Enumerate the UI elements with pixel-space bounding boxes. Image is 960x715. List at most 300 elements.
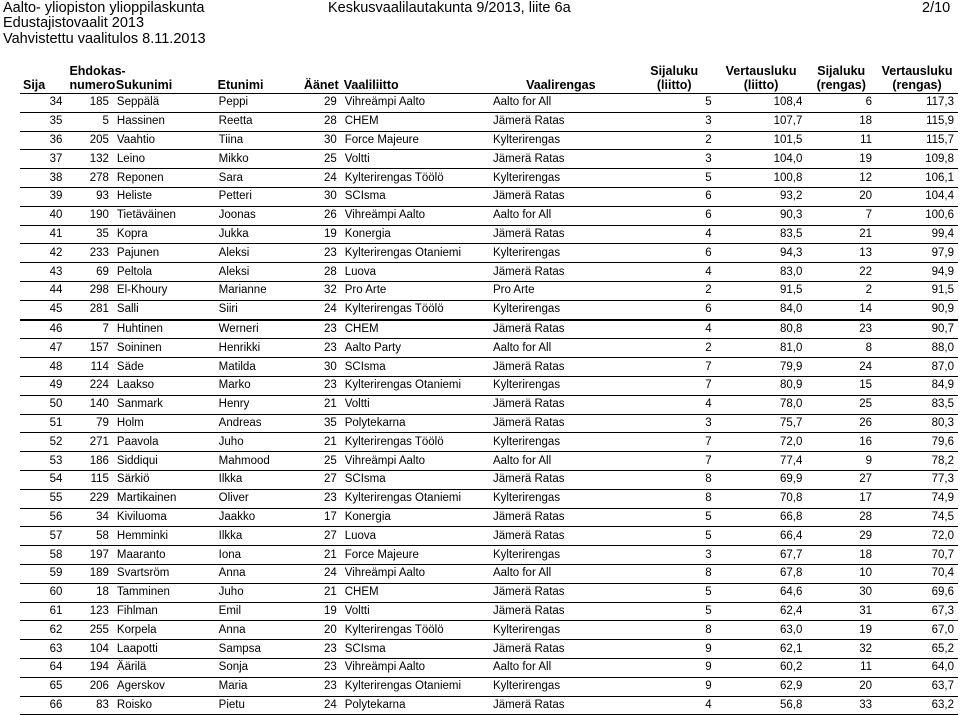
cell-sija: 50 <box>20 395 66 414</box>
cell-sija: 59 <box>20 564 66 583</box>
cell-vertausluku-liitto: 79,9 <box>716 358 807 377</box>
cell-sukunimi: Tietäväinen <box>113 206 215 225</box>
cell-vertausluku-liitto: 75,7 <box>716 414 807 433</box>
table-row <box>20 433 958 452</box>
cell-vaaliliitto: Vihreämpi Aalto <box>341 206 489 225</box>
table-row <box>20 546 958 565</box>
table-row <box>20 376 958 395</box>
cell-etunimi: Siiri <box>215 300 301 319</box>
cell-vaalirengas: Jämerä Ratas <box>489 225 633 244</box>
cell-aanet: 23 <box>301 489 341 508</box>
cell-etunimi: Andreas <box>215 414 301 433</box>
cell-vertausluku-rengas: 67,3 <box>876 602 958 621</box>
cell-vertausluku-rengas: 78,2 <box>876 452 958 471</box>
cell-sijaluku-rengas: 33 <box>806 696 876 715</box>
cell-sukunimi: Maaranto <box>113 546 215 565</box>
cell-sukunimi: Sanmark <box>113 395 215 414</box>
cell-sija: 41 <box>20 225 66 244</box>
table-row <box>20 131 958 150</box>
cell-aanet: 27 <box>301 527 341 546</box>
cell-ehdokasnumero: 194 <box>66 658 112 677</box>
cell-sija: 53 <box>20 452 66 471</box>
cell-ehdokasnumero: 34 <box>66 508 112 527</box>
cell-vertausluku-rengas: 91,5 <box>876 281 958 300</box>
cell-aanet: 17 <box>301 508 341 527</box>
cell-vertausluku-rengas: 70,4 <box>876 564 958 583</box>
table-header-row <box>20 60 958 94</box>
cell-ehdokasnumero: 35 <box>66 225 112 244</box>
cell-vertausluku-rengas: 99,4 <box>876 225 958 244</box>
col-header-sijaluku-rengas: Sijaluku (rengas) <box>806 60 876 94</box>
cell-vaaliliitto: Force Majeure <box>341 131 489 150</box>
table-row <box>20 112 958 131</box>
cell-vertausluku-liitto: 66,4 <box>716 527 807 546</box>
cell-ehdokasnumero: 281 <box>66 300 112 319</box>
cell-etunimi: Sampsa <box>215 640 301 659</box>
cell-sukunimi: Kiviluoma <box>113 508 215 527</box>
cell-sijaluku-liitto: 7 <box>633 433 716 452</box>
cell-vaalirengas: Jämerä Ratas <box>489 640 633 659</box>
col-header-ehdokasnumero: Ehdokas- numero <box>66 60 112 94</box>
cell-aanet: 21 <box>301 433 341 452</box>
cell-sijaluku-rengas: 7 <box>806 206 876 225</box>
cell-aanet: 30 <box>301 187 341 206</box>
cell-vertausluku-liitto: 63,0 <box>716 621 807 640</box>
cell-vaalirengas: Jämerä Ratas <box>489 358 633 377</box>
table-row <box>20 169 958 188</box>
table-row <box>20 206 958 225</box>
cell-sijaluku-rengas: 8 <box>806 339 876 358</box>
cell-etunimi: Tiina <box>215 131 301 150</box>
cell-vaaliliitto: Kylterirengas Otaniemi <box>341 244 489 263</box>
cell-etunimi: Iona <box>215 546 301 565</box>
cell-vertausluku-liitto: 62,9 <box>716 677 807 696</box>
table-row <box>20 225 958 244</box>
cell-ehdokasnumero: 206 <box>66 677 112 696</box>
cell-vertausluku-liitto: 67,8 <box>716 564 807 583</box>
cell-vaaliliitto: SCIsma <box>341 640 489 659</box>
cell-vertausluku-rengas: 90,9 <box>876 300 958 319</box>
cell-vaaliliitto: SCIsma <box>341 187 489 206</box>
document-reference: Keskusvaalilautakunta 9/2013, liite 6a <box>328 0 571 16</box>
col-header-aanet: Äänet <box>301 60 341 94</box>
cell-vertausluku-rengas: 83,5 <box>876 395 958 414</box>
cell-etunimi: Petteri <box>215 187 301 206</box>
cell-vaaliliitto: Pro Arte <box>341 281 489 300</box>
cell-sijaluku-rengas: 30 <box>806 583 876 602</box>
cell-sijaluku-liitto: 2 <box>633 339 716 358</box>
cell-vertausluku-liitto: 94,3 <box>716 244 807 263</box>
cell-sukunimi: Hemminki <box>113 527 215 546</box>
cell-sijaluku-rengas: 22 <box>806 263 876 282</box>
cell-vaaliliitto: SCIsma <box>341 470 489 489</box>
cell-sukunimi: Äärilä <box>113 658 215 677</box>
cell-vaaliliitto: Kylterirengas Töölö <box>341 621 489 640</box>
cell-sukunimi: Hassinen <box>113 112 215 131</box>
cell-sukunimi: Peltola <box>113 263 215 282</box>
cell-sukunimi: Korpela <box>113 621 215 640</box>
cell-etunimi: Pietu <box>215 696 301 715</box>
cell-etunimi: Henry <box>215 395 301 414</box>
cell-etunimi: Mikko <box>215 150 301 169</box>
cell-sijaluku-liitto: 2 <box>633 131 716 150</box>
cell-sijaluku-liitto: 9 <box>633 658 716 677</box>
cell-vaaliliitto: Luova <box>341 263 489 282</box>
cell-sijaluku-rengas: 10 <box>806 564 876 583</box>
cell-etunimi: Joonas <box>215 206 301 225</box>
cell-vertausluku-rengas: 70,7 <box>876 546 958 565</box>
cell-aanet: 27 <box>301 470 341 489</box>
col-header-vertausluku-rengas: Vertausluku (rengas) <box>876 60 958 94</box>
cell-sijaluku-rengas: 9 <box>806 452 876 471</box>
cell-sijaluku-rengas: 25 <box>806 395 876 414</box>
cell-vertausluku-rengas: 63,2 <box>876 696 958 715</box>
cell-sijaluku-liitto: 5 <box>633 602 716 621</box>
cell-aanet: 23 <box>301 677 341 696</box>
cell-vaalirengas: Jämerä Ratas <box>489 187 633 206</box>
cell-vertausluku-rengas: 77,3 <box>876 470 958 489</box>
cell-vaalirengas: Jämerä Ratas <box>489 696 633 715</box>
cell-vaalirengas: Pro Arte <box>489 281 633 300</box>
cell-sijaluku-liitto: 6 <box>633 206 716 225</box>
cell-ehdokasnumero: 79 <box>66 414 112 433</box>
cell-sijaluku-rengas: 31 <box>806 602 876 621</box>
col-header-vaaliliitto: Vaaliliitto <box>341 60 489 94</box>
cell-vaalirengas: Kylterirengas <box>489 677 633 696</box>
cell-vaalirengas: Aalto for All <box>489 452 633 471</box>
cell-vertausluku-rengas: 69,6 <box>876 583 958 602</box>
cell-sijaluku-rengas: 11 <box>806 131 876 150</box>
cell-vertausluku-liitto: 93,2 <box>716 187 807 206</box>
cell-sijaluku-rengas: 17 <box>806 489 876 508</box>
table-row <box>20 640 958 659</box>
cell-vertausluku-liitto: 80,9 <box>716 376 807 395</box>
cell-vaaliliitto: Luova <box>341 527 489 546</box>
cell-sija: 45 <box>20 300 66 319</box>
cell-ehdokasnumero: 197 <box>66 546 112 565</box>
cell-aanet: 24 <box>301 300 341 319</box>
cell-ehdokasnumero: 83 <box>66 696 112 715</box>
cell-vertausluku-rengas: 74,5 <box>876 508 958 527</box>
cell-vaalirengas: Jämerä Ratas <box>489 263 633 282</box>
cell-aanet: 25 <box>301 150 341 169</box>
cell-sija: 56 <box>20 508 66 527</box>
cell-vaalirengas: Jämerä Ratas <box>489 583 633 602</box>
cell-sukunimi: Laapotti <box>113 640 215 659</box>
table-row <box>20 470 958 489</box>
cell-aanet: 28 <box>301 112 341 131</box>
cell-sija: 49 <box>20 376 66 395</box>
cell-sukunimi: Heliste <box>113 187 215 206</box>
cell-ehdokasnumero: 185 <box>66 94 112 113</box>
cell-sijaluku-rengas: 18 <box>806 112 876 131</box>
cell-vaaliliitto: Vihreämpi Aalto <box>341 94 489 113</box>
cell-vertausluku-liitto: 81,0 <box>716 339 807 358</box>
cell-ehdokasnumero: 278 <box>66 169 112 188</box>
cell-vaaliliitto: Konergia <box>341 508 489 527</box>
cell-vertausluku-liitto: 78,0 <box>716 395 807 414</box>
cell-vertausluku-rengas: 84,9 <box>876 376 958 395</box>
cell-vertausluku-liitto: 108,4 <box>716 94 807 113</box>
results-table <box>20 60 958 715</box>
cell-sija: 47 <box>20 339 66 358</box>
cell-sijaluku-liitto: 5 <box>633 508 716 527</box>
cell-vaaliliitto: Kylterirengas Otaniemi <box>341 376 489 395</box>
cell-vertausluku-liitto: 80,8 <box>716 320 807 339</box>
cell-ehdokasnumero: 114 <box>66 358 112 377</box>
cell-sijaluku-liitto: 7 <box>633 358 716 377</box>
cell-sijaluku-liitto: 9 <box>633 640 716 659</box>
table-row <box>20 300 958 319</box>
cell-aanet: 28 <box>301 263 341 282</box>
cell-etunimi: Peppi <box>215 94 301 113</box>
confirmation-date: Vahvistettu vaalitulos 8.11.2013 <box>3 31 206 47</box>
cell-vaaliliitto: SCIsma <box>341 358 489 377</box>
cell-vertausluku-liitto: 104,0 <box>716 150 807 169</box>
cell-vertausluku-liitto: 70,8 <box>716 489 807 508</box>
cell-etunimi: Henrikki <box>215 339 301 358</box>
cell-sukunimi: Vaahtio <box>113 131 215 150</box>
cell-sijaluku-liitto: 7 <box>633 452 716 471</box>
cell-etunimi: Jukka <box>215 225 301 244</box>
cell-vertausluku-liitto: 69,9 <box>716 470 807 489</box>
cell-sijaluku-liitto: 4 <box>633 320 716 339</box>
cell-vertausluku-liitto: 64,6 <box>716 583 807 602</box>
cell-sijaluku-rengas: 18 <box>806 546 876 565</box>
cell-aanet: 20 <box>301 621 341 640</box>
cell-vaalirengas: Jämerä Ratas <box>489 414 633 433</box>
cell-vertausluku-liitto: 62,1 <box>716 640 807 659</box>
cell-ehdokasnumero: 205 <box>66 131 112 150</box>
cell-vaalirengas: Kylterirengas <box>489 489 633 508</box>
cell-sijaluku-rengas: 20 <box>806 187 876 206</box>
cell-vertausluku-liitto: 91,5 <box>716 281 807 300</box>
cell-vaalirengas: Kylterirengas <box>489 244 633 263</box>
cell-aanet: 35 <box>301 414 341 433</box>
cell-sijaluku-liitto: 3 <box>633 414 716 433</box>
cell-sijaluku-liitto: 4 <box>633 395 716 414</box>
cell-aanet: 19 <box>301 225 341 244</box>
cell-vaaliliitto: Kylterirengas Töölö <box>341 300 489 319</box>
cell-sija: 48 <box>20 358 66 377</box>
cell-vertausluku-liitto: 83,0 <box>716 263 807 282</box>
cell-sijaluku-rengas: 19 <box>806 150 876 169</box>
cell-ehdokasnumero: 7 <box>66 320 112 339</box>
cell-sija: 62 <box>20 621 66 640</box>
col-header-sija: Sija <box>20 60 66 94</box>
cell-vaaliliitto: Aalto Party <box>341 339 489 358</box>
cell-ehdokasnumero: 233 <box>66 244 112 263</box>
cell-vertausluku-rengas: 104,4 <box>876 187 958 206</box>
cell-sijaluku-liitto: 6 <box>633 187 716 206</box>
cell-sija: 66 <box>20 696 66 715</box>
cell-vaaliliitto: Vihreämpi Aalto <box>341 564 489 583</box>
cell-ehdokasnumero: 140 <box>66 395 112 414</box>
cell-vaalirengas: Aalto for All <box>489 658 633 677</box>
cell-aanet: 19 <box>301 602 341 621</box>
table-row <box>20 602 958 621</box>
cell-vaaliliitto: Vihreämpi Aalto <box>341 452 489 471</box>
cell-sija: 38 <box>20 169 66 188</box>
col-header-vertausluku-liitto: Vertausluku (liitto) <box>716 60 807 94</box>
cell-etunimi: Ilkka <box>215 470 301 489</box>
cell-vaalirengas: Jämerä Ratas <box>489 395 633 414</box>
table-row <box>20 263 958 282</box>
cell-sijaluku-liitto: 5 <box>633 94 716 113</box>
cell-sijaluku-rengas: 16 <box>806 433 876 452</box>
cell-ehdokasnumero: 255 <box>66 621 112 640</box>
cell-sija: 58 <box>20 546 66 565</box>
cell-vertausluku-rengas: 79,6 <box>876 433 958 452</box>
cell-etunimi: Oliver <box>215 489 301 508</box>
cell-vertausluku-rengas: 64,0 <box>876 658 958 677</box>
results-table-body <box>20 94 958 715</box>
cell-ehdokasnumero: 189 <box>66 564 112 583</box>
cell-aanet: 21 <box>301 583 341 602</box>
cell-sijaluku-rengas: 11 <box>806 658 876 677</box>
cell-sukunimi: Salli <box>113 300 215 319</box>
cell-sijaluku-rengas: 21 <box>806 225 876 244</box>
cell-vertausluku-rengas: 100,6 <box>876 206 958 225</box>
cell-vaalirengas: Aalto for All <box>489 339 633 358</box>
cell-aanet: 24 <box>301 169 341 188</box>
table-row <box>20 339 958 358</box>
cell-sijaluku-rengas: 27 <box>806 470 876 489</box>
cell-etunimi: Anna <box>215 621 301 640</box>
cell-ehdokasnumero: 271 <box>66 433 112 452</box>
cell-vertausluku-rengas: 72,0 <box>876 527 958 546</box>
cell-ehdokasnumero: 115 <box>66 470 112 489</box>
cell-sija: 46 <box>20 320 66 339</box>
cell-vertausluku-liitto: 77,4 <box>716 452 807 471</box>
cell-sija: 63 <box>20 640 66 659</box>
cell-ehdokasnumero: 93 <box>66 187 112 206</box>
cell-ehdokasnumero: 18 <box>66 583 112 602</box>
cell-sukunimi: Martikainen <box>113 489 215 508</box>
cell-aanet: 23 <box>301 376 341 395</box>
cell-vaalirengas: Jämerä Ratas <box>489 470 633 489</box>
cell-sijaluku-liitto: 4 <box>633 225 716 244</box>
cell-vertausluku-liitto: 66,8 <box>716 508 807 527</box>
cell-ehdokasnumero: 132 <box>66 150 112 169</box>
cell-sija: 36 <box>20 131 66 150</box>
cell-etunimi: Juho <box>215 433 301 452</box>
cell-sukunimi: Säde <box>113 358 215 377</box>
cell-sija: 55 <box>20 489 66 508</box>
cell-sukunimi: Roisko <box>113 696 215 715</box>
table-row <box>20 414 958 433</box>
table-row <box>20 621 958 640</box>
cell-etunimi: Aleksi <box>215 263 301 282</box>
cell-sijaluku-rengas: 29 <box>806 527 876 546</box>
cell-vaalirengas: Kylterirengas <box>489 300 633 319</box>
cell-vaalirengas: Aalto for All <box>489 94 633 113</box>
cell-sukunimi: Paavola <box>113 433 215 452</box>
table-row <box>20 358 958 377</box>
col-header-sukunimi: Sukunimi <box>113 60 215 94</box>
cell-sukunimi: Svartsröm <box>113 564 215 583</box>
cell-vaalirengas: Jämerä Ratas <box>489 320 633 339</box>
cell-vertausluku-liitto: 83,5 <box>716 225 807 244</box>
cell-sijaluku-rengas: 26 <box>806 414 876 433</box>
cell-etunimi: Anna <box>215 564 301 583</box>
cell-sukunimi: Holm <box>113 414 215 433</box>
cell-sijaluku-liitto: 5 <box>633 527 716 546</box>
cell-sijaluku-liitto: 3 <box>633 150 716 169</box>
table-row <box>20 281 958 300</box>
cell-sukunimi: Laakso <box>113 376 215 395</box>
cell-vertausluku-liitto: 67,7 <box>716 546 807 565</box>
cell-sija: 35 <box>20 112 66 131</box>
cell-vertausluku-liitto: 56,8 <box>716 696 807 715</box>
cell-sukunimi: Soininen <box>113 339 215 358</box>
cell-vertausluku-rengas: 80,3 <box>876 414 958 433</box>
cell-sukunimi: Huhtinen <box>113 320 215 339</box>
cell-aanet: 23 <box>301 320 341 339</box>
table-row <box>20 583 958 602</box>
cell-vaalirengas: Kylterirengas <box>489 546 633 565</box>
cell-sijaluku-rengas: 6 <box>806 94 876 113</box>
cell-sukunimi: Pajunen <box>113 244 215 263</box>
cell-ehdokasnumero: 69 <box>66 263 112 282</box>
cell-sijaluku-liitto: 6 <box>633 244 716 263</box>
cell-etunimi: Sara <box>215 169 301 188</box>
table-row <box>20 452 958 471</box>
cell-aanet: 23 <box>301 339 341 358</box>
cell-sijaluku-liitto: 3 <box>633 112 716 131</box>
cell-vertausluku-liitto: 60,2 <box>716 658 807 677</box>
cell-vaalirengas: Jämerä Ratas <box>489 602 633 621</box>
cell-sija: 51 <box>20 414 66 433</box>
table-row <box>20 677 958 696</box>
cell-sija: 52 <box>20 433 66 452</box>
cell-etunimi: Emil <box>215 602 301 621</box>
cell-vertausluku-rengas: 109,8 <box>876 150 958 169</box>
cell-ehdokasnumero: 229 <box>66 489 112 508</box>
cell-vertausluku-rengas: 117,3 <box>876 94 958 113</box>
cell-sijaluku-liitto: 2 <box>633 281 716 300</box>
cell-ehdokasnumero: 298 <box>66 281 112 300</box>
cell-sijaluku-liitto: 6 <box>633 300 716 319</box>
table-row <box>20 244 958 263</box>
cell-ehdokasnumero: 157 <box>66 339 112 358</box>
cell-vertausluku-rengas: 65,2 <box>876 640 958 659</box>
cell-etunimi: Reetta <box>215 112 301 131</box>
cell-sukunimi: Agerskov <box>113 677 215 696</box>
cell-sijaluku-liitto: 8 <box>633 489 716 508</box>
cell-vertausluku-rengas: 74,9 <box>876 489 958 508</box>
table-row <box>20 94 958 113</box>
cell-vertausluku-rengas: 94,9 <box>876 263 958 282</box>
cell-vertausluku-rengas: 115,9 <box>876 112 958 131</box>
cell-sukunimi: Siddiqui <box>113 452 215 471</box>
cell-sijaluku-liitto: 4 <box>633 696 716 715</box>
cell-vertausluku-rengas: 67,0 <box>876 621 958 640</box>
cell-vaaliliitto: Polytekarna <box>341 696 489 715</box>
col-header-sijaluku-liitto: Sijaluku (liitto) <box>633 60 716 94</box>
cell-sijaluku-rengas: 28 <box>806 508 876 527</box>
cell-vaaliliitto: Force Majeure <box>341 546 489 565</box>
cell-aanet: 24 <box>301 696 341 715</box>
cell-etunimi: Maria <box>215 677 301 696</box>
cell-vertausluku-rengas: 88,0 <box>876 339 958 358</box>
cell-sija: 64 <box>20 658 66 677</box>
cell-aanet: 30 <box>301 131 341 150</box>
cell-sija: 54 <box>20 470 66 489</box>
cell-sija: 60 <box>20 583 66 602</box>
table-row <box>20 395 958 414</box>
cell-ehdokasnumero: 224 <box>66 376 112 395</box>
